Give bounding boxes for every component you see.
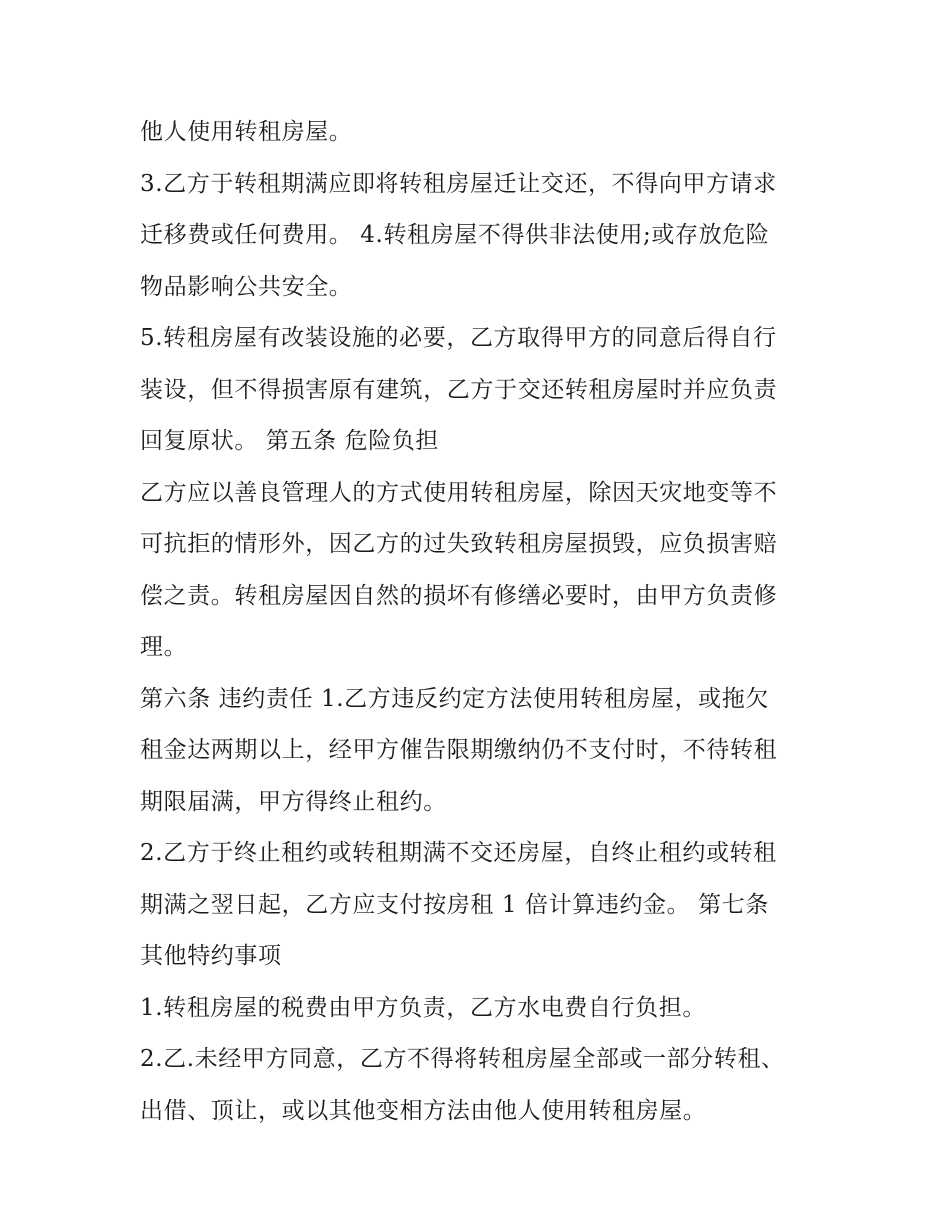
text-line: 装设，但不得损害原有建筑，乙方于交还转租房屋时并应负责: [140, 376, 778, 403]
document-body: [140, 107, 820, 1137]
text-line: 1.转租房屋的税费由甲方负责，乙方水电费自行负担。: [140, 994, 706, 1021]
text-line: 2.乙.未经甲方同意，乙方不得将转租房屋全部或一部分转租、: [140, 1046, 785, 1072]
text-line: 他人使用转租房屋。: [140, 119, 353, 145]
text-line: 理。: [140, 634, 188, 660]
text-line: 租金达两期以上，经甲方催告限期缴纳仍不支付时，不待转租: [140, 737, 778, 763]
text-line: 可抗拒的情形外，因乙方的过失致转租房屋损毁，应负损害赔: [140, 531, 778, 557]
text-line: 期满之翌日起，乙方应支付按房租 1 倍计算违约金。 第七条: [140, 891, 769, 918]
text-line: 物品影响公共安全。: [140, 273, 353, 300]
text-line: 回复原状。 第五条 危险负担: [140, 428, 440, 454]
text-line: 5.转租房屋有改装设施的必要，乙方取得甲方的同意后得自行: [140, 325, 777, 351]
text-line: 3.乙方于转租期满应即将转租房屋迁让交还，不得向甲方请求: [140, 170, 777, 197]
text-line: 出借、顶让，或以其他变相方法由他人使用转租房屋。: [140, 1097, 707, 1124]
text-line: 期限届满，甲方得终止租约。: [140, 788, 447, 815]
text-line: 其他特约事项: [140, 943, 282, 969]
text-line: 迁移费或任何费用。 4.转租房屋不得供非法使用;或存放危险: [140, 222, 770, 248]
text-line: 偿之责。转租房屋因自然的损坏有修缮必要时，由甲方负责修: [140, 582, 778, 609]
text-line: 2.乙方于终止租约或转租期满不交还房屋，自终止租约或转租: [140, 840, 777, 866]
text-line: 乙方应以善良管理人的方式使用转租房屋，除因天灾地变等不: [140, 479, 778, 506]
text-line: 第六条 违约责任 1.乙方违反约定方法使用转租房屋，或拖欠: [140, 685, 769, 712]
